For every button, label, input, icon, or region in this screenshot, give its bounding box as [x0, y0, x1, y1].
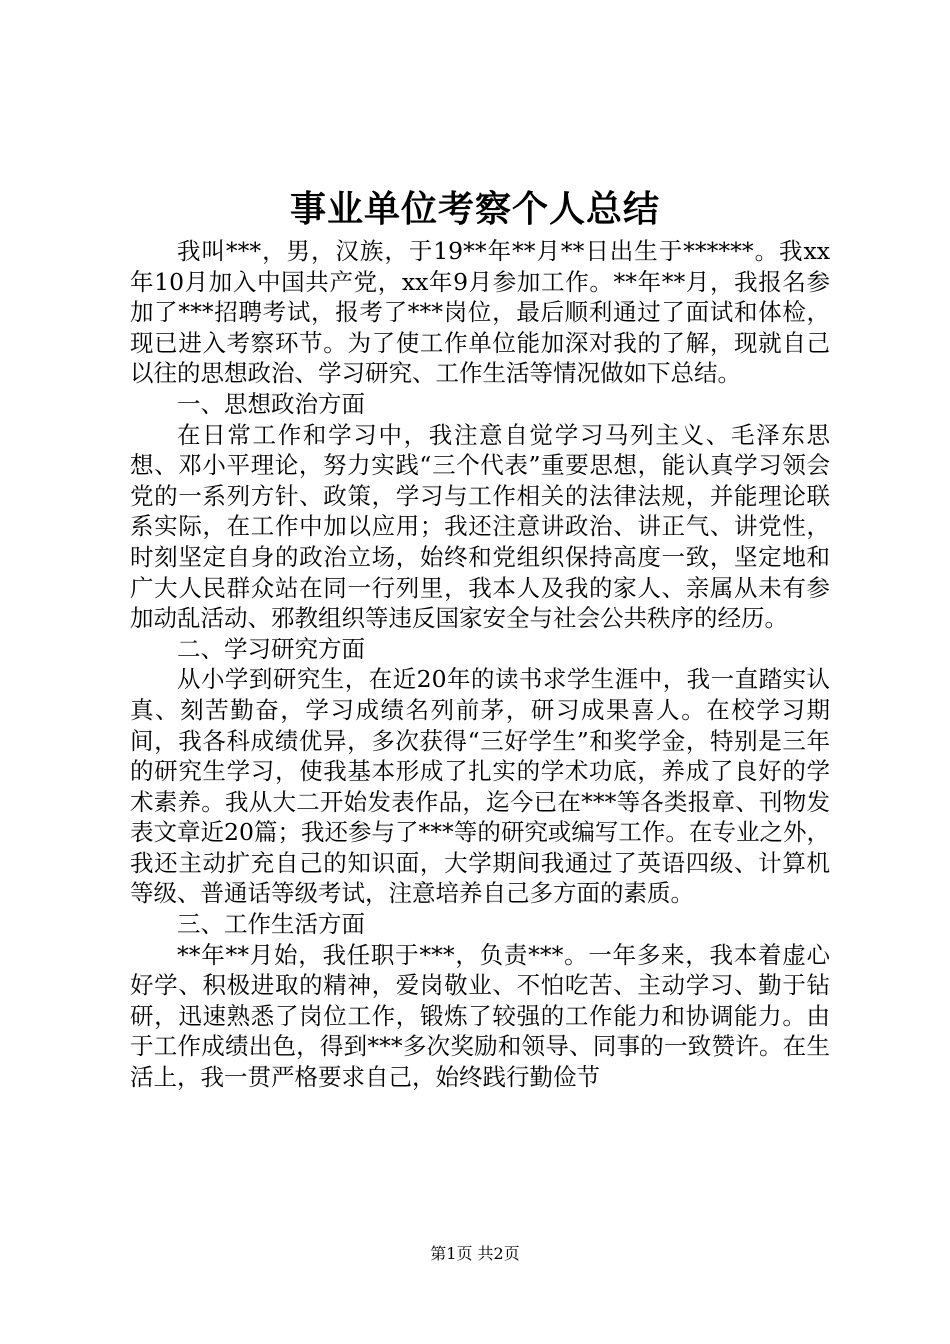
intro-paragraph: 我叫***，男，汉族，于19**年**月**日出生于******。我xx年10月加入中国共产党，xx年9月参加工作。**年**月，我报名参加了***招聘考试，报考了***岗位，最后顺利通过了面试和体检，现已进入考察环节。为了使工作单位能加深对我的了解，现就自己以往的思想政治、学习研究、工作生活等情况做如下总结。 — [130, 237, 830, 388]
document-body — [130, 236, 830, 1093]
study-paragraph: 从小学到研究生，在近20年的读书求学生涯中，我一直踏实认真、刻苦勤奋，学习成绩名列前茅，研习成果喜人。在校学习期间，我各科成绩优异，多次获得“三好学生”和奖学金，特别是三年的研究生学习，使我基本形成了扎实的学术功底，养成了良好的学术素养。我从大二开始发表作品，迄今已在***等各类报章、刊物发表文章近20篇；我还参与了***等的研究或编写工作。在专业之外，我还主动扩充自己的知识面，大学期间我通过了英语四级、计算机等级、普通话等级考试，注意培养自己多方面的素质。 — [130, 665, 830, 908]
section-heading-politics: 一、思想政治方面 — [177, 389, 365, 418]
work-paragraph: **年**月始，我任职于***，负责***。一年多来，我本着虚心好学、积极进取的精神，爱岗敬业、不怕吃苦、主动学习、勤于钻研，迅速熟悉了岗位工作，锻炼了较强的工作能力和协调能力。由于工作成绩出色，得到***多次奖励和领导、同事的一致赞许。在生活上，我一贯严格要求自己，始终践行勤俭节 — [130, 940, 830, 1092]
document-title: 事业单位考察个人总结 — [289, 188, 660, 230]
politics-paragraph: 在日常工作和学习中，我注意自觉学习马列主义、毛泽东思想、邓小平理论，努力实践“三个代表”重要思想，能认真学习领会党的一系列方针、政策，学习与工作相关的法律法规，并能理论联系实际，在工作中加以应用；我还注意讲政治、讲正气、讲党性，时刻坚定自身的政治立场，始终和党组织保持高度一致，坚定地和广大人民群众站在同一行列里，我本人及我的家人、亲属从未有参加动乱活动、邪教组织等违反国家安全与社会公共秩序的经历。 — [130, 420, 830, 633]
page-number: 第1页 共2页 — [430, 1244, 520, 1263]
section-heading-work: 三、工作生活方面 — [177, 910, 365, 939]
section-heading-study: 二、学习研究方面 — [177, 634, 365, 663]
